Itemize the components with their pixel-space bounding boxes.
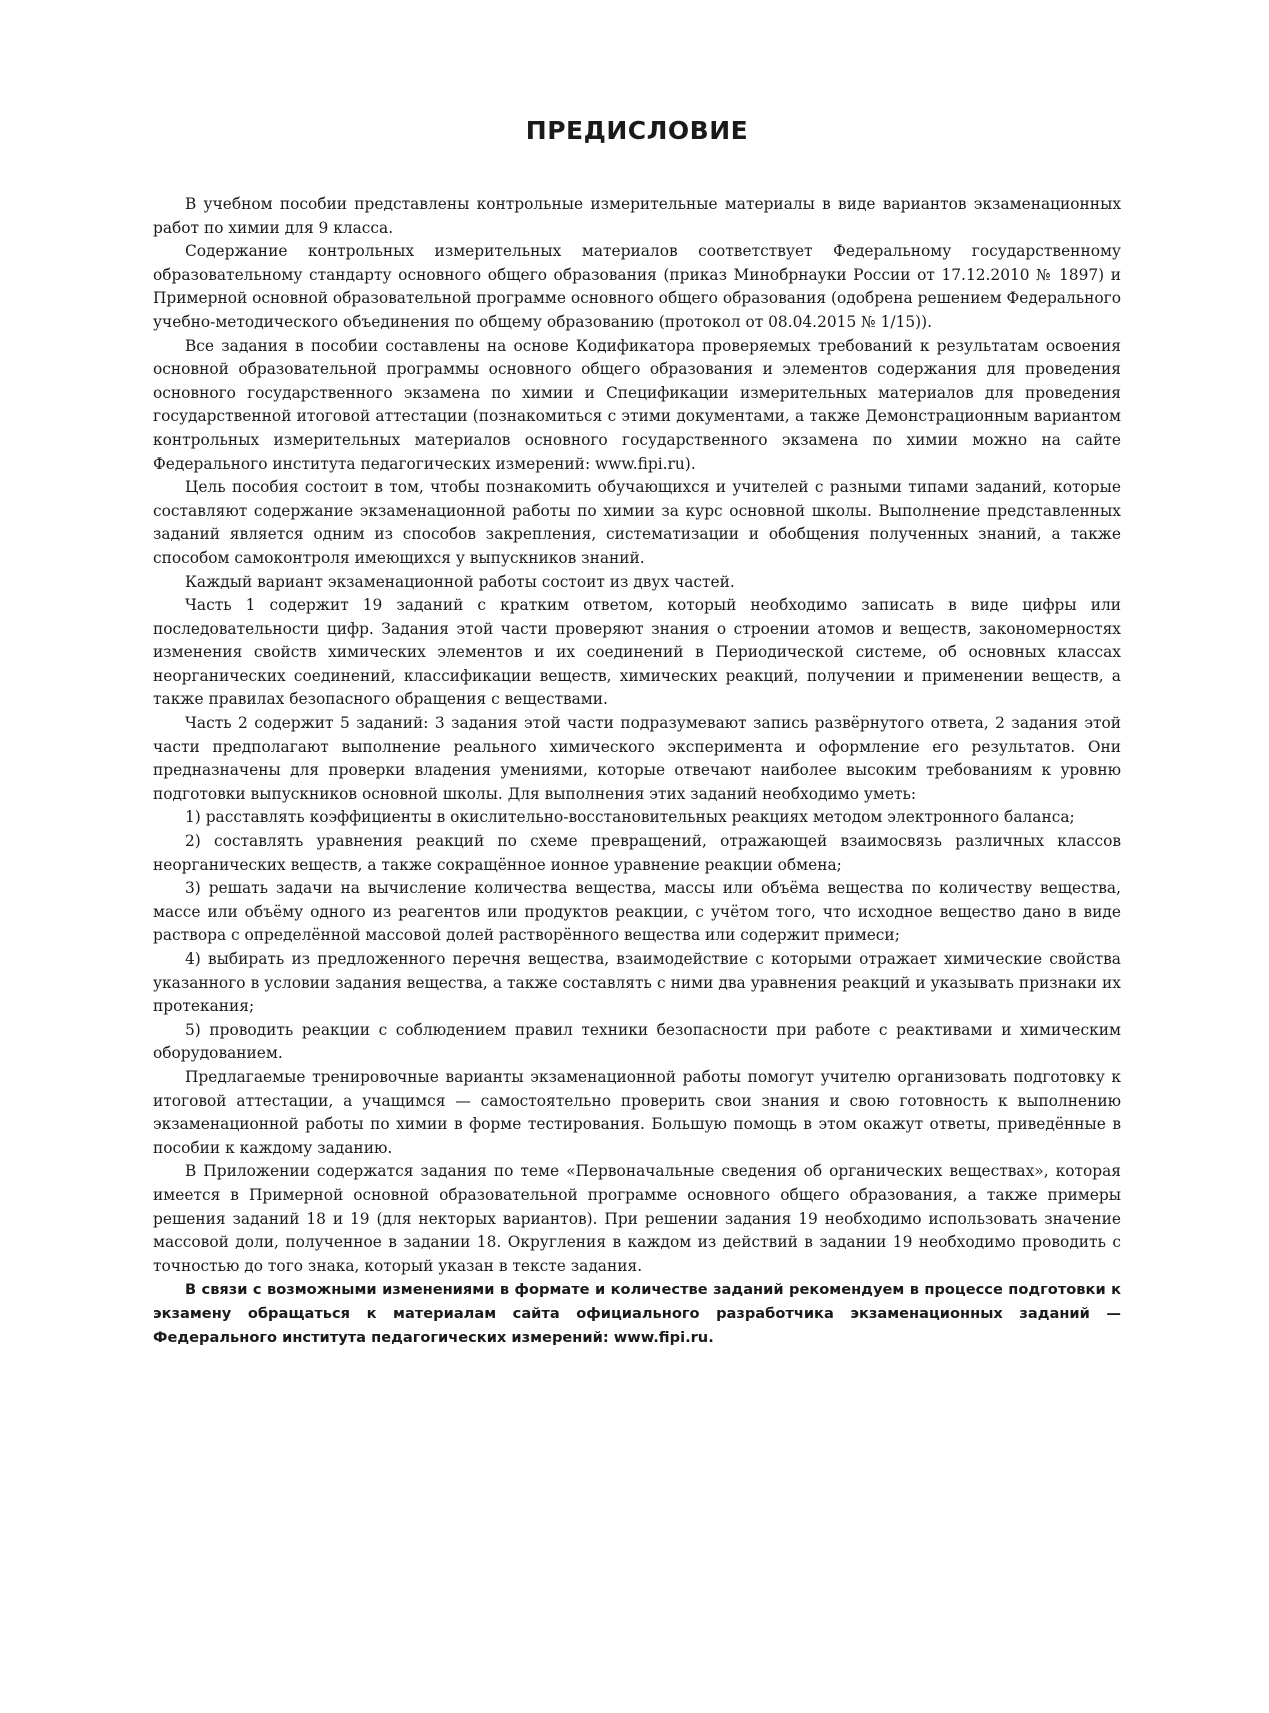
page-title: ПРЕДИСЛОВИЕ (525, 116, 749, 145)
skill-item-2: 2) составлять уравнения реакций по схеме превращений, отражающей взаимосвязь различных классов неорганических веществ, а также сокращённое ионное уравнение реакции обмена; (153, 832, 1121, 874)
skill-item-4: 4) выбирать из предложенного перечня вещества, взаимодействие с которыми отражает химические свойства указанного в условии задания вещества, а также составлять с ними два уравнения реакций и указывать признаки их протекания; (153, 950, 1121, 1016)
document-page (153, 100, 1121, 1349)
paragraph-part2: Часть 2 содержит 5 заданий: 3 задания этой части подразумевают запись развёрнутого ответа, 2 задания этой части предполагают выполнение реального химического эксперимента и оформление его результатов. Они предназначены для проверки владения умениями, которые отвечают наиболее высоким требованиям к уровню подготовки выпускников основной школы. Для выполнения этих заданий необходимо уметь: (153, 714, 1121, 803)
paragraph-intro: В учебном пособии представлены контрольные измерительные материалы в виде вариантов экзаменационных работ по химии для 9 класса. (153, 195, 1121, 237)
paragraph-part1: Часть 1 содержит 19 заданий с кратким ответом, который необходимо записать в виде цифры или последовательности цифр. Задания этой части проверяют знания о строении атомов и веществ, закономерностях изменения свойств химических элементов и их соединений в Периодической системе, об основных классах неорганических соединений, классификации веществ, химических реакций, получении и применении веществ, а также правилах безопасного обращения с веществами. (153, 596, 1121, 709)
paragraph-goal: Цель пособия состоит в том, чтобы познакомить обучающихся и учителей с разными типами заданий, которые составляют содержание экзаменационной работы по химии за курс основной школы. Выполнение представленных заданий является одним из способов закрепления, систематизации и обобщения полученных знаний, а также способом самоконтроля имеющихся у выпускников знаний. (153, 478, 1121, 567)
notice-paragraph: В связи с возможными изменениями в формате и количестве заданий рекомендуем в процессе подготовки к экзамену обращаться к материалам сайта официального разработчика экзаменационных заданий — Федерального института педагогических измерений: www.fipi.ru. (153, 1281, 1121, 1346)
paragraph-standards: Содержание контрольных измерительных материалов соответствует Федеральному государственному образовательному стандарту основного общего образования (приказ Минобрнауки России от 17.12.2010 № 1897) и Примерной основной образовательной программе основного общего образования (одобрена решением Федерального учебно-методического объединения по общему образованию (протокол от 08.04.2015 № 1/15)). (153, 242, 1121, 331)
paragraph-codifier: Все задания в пособии составлены на основе Кодификатора проверяемых требований к результатам освоения основной образовательной программы основного общего образования и элементов содержания для проведения основного государственного экзамена по химии и Спецификации измерительных материалов для проведения государственной итоговой аттестации (познакомиться с этими документами, а также Демонстрационным вариантом контрольных измерительных материалов основного государственного экзамена по химии можно на сайте Федерального института педагогических измерений: www.fipi.ru). (153, 336, 1121, 473)
paragraph-appendix: В Приложении содержатся задания по теме «Первоначальные сведения об органических веществах», которая имеется в Примерной основной образовательной программе основного общего образования, а также примеры решения заданий 18 и 19 (для некторых вариантов). При решении задания 19 необходимо использовать значение массовой доли, полученное в задании 18. Округления в каждом из действий в задании 19 необходимо проводить с точностью до того знака, который указан в тексте задания. (153, 1162, 1121, 1275)
skill-item-1: 1) расставлять коэффициенты в окислительно-восстановительных реакциях методом электронного баланса; (185, 808, 1075, 827)
skill-item-5: 5) проводить реакции с соблюдением правил техники безопасности при работе с реактивами и химическим оборудованием. (153, 1020, 1121, 1063)
skill-item-3: 3) решать задачи на вычисление количества вещества, массы или объёма вещества по количеству вещества, массе или объёму одного из реагентов или продуктов реакции, с учётом того, что исходное вещество дано в виде раствора с определённой массовой долей растворённого вещества или содержит примеси; (153, 879, 1121, 945)
paragraph-structure: Каждый вариант экзаменационной работы состоит из двух частей. (185, 572, 735, 591)
paragraph-training: Предлагаемые тренировочные варианты экзаменационной работы помогут учителю организовать подготовку к итоговой аттестации, а учащимся — самостоятельно проверить свои знания и свою готовность к выполнению экзаменационной работы по химии в форме тестирования. Большую помощь в этом окажут ответы, приведённые в пособии к каждому заданию. (153, 1067, 1121, 1157)
